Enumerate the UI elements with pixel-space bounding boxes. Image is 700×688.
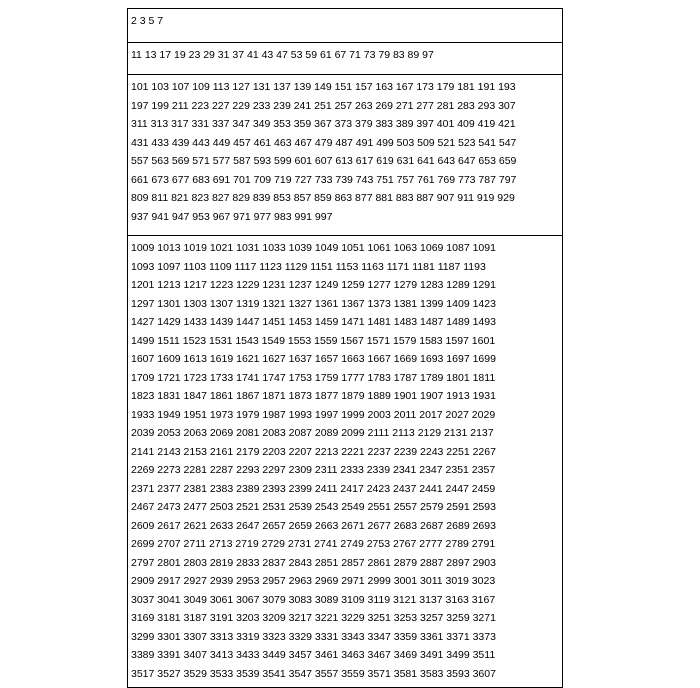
prime-line: 2 3 5 7 (131, 15, 164, 27)
prime-line: 1093 1097 1103 1109 1117 1123 1129 1151 1153 1163 1171 1181 1187 1193 (131, 260, 486, 273)
prime-line: 937 941 947 953 967 971 977 983 991 997 (131, 210, 333, 223)
prime-line: 3389 3391 3407 3413 3433 3449 3457 3461 3463 3467 3469 3491 3499 3511 (131, 649, 496, 661)
prime-line: 1709 1721 1723 1733 1741 1747 1753 1759 1777 1783 1787 1789 1801 1811 (131, 371, 496, 384)
prime-line: 11 13 17 19 23 29 31 37 41 43 47 53 59 61 67 71 73 79 83 89 97 (131, 49, 434, 61)
prime-line: 101 103 107 109 113 127 131 137 139 149 151 157 163 167 173 179 181 191 193 (131, 81, 516, 93)
prime-line: 2609 2617 2621 2633 2647 2657 2659 2663 2671 2677 2683 2687 2689 2693 (131, 519, 496, 532)
prime-line: 197 199 211 223 227 229 233 239 241 251 257 263 269 271 277 281 283 293 307 (131, 99, 516, 112)
prime-line: 1201 1213 1217 1223 1229 1231 1237 1249 1259 1277 1279 1283 1289 1291 (131, 279, 496, 291)
prime-line: 431 433 439 443 449 457 461 463 467 479 487 491 499 503 509 521 523 541 547 (131, 136, 517, 149)
prime-line: 661 673 677 683 691 701 709 719 727 733 739 743 751 757 761 769 773 787 797 (131, 173, 517, 186)
prime-line: 1297 1301 1303 1307 1319 1321 1327 1361 1367 1373 1381 1399 1409 1423 (131, 297, 496, 310)
prime-line: 2141 2143 2153 2161 2179 2203 2207 2213 2221 2237 2239 2243 2251 2267 (131, 445, 496, 458)
prime-line: 3037 3041 3049 3061 3067 3079 3083 3089 3109 3119 3121 3137 3163 3167 (131, 593, 496, 606)
prime-line: 2371 2377 2381 2383 2389 2393 2399 2411 2417 2423 2437 2441 2447 2459 (131, 482, 496, 495)
prime-line: 3517 3527 3529 3533 3539 3541 3547 3557 3559 3571 3581 3583 3593 3607 (131, 667, 496, 680)
prime-line: 1933 1949 1951 1973 1979 1987 1993 1997 1999 2003 2011 2017 2027 2029 (131, 408, 496, 421)
prime-line: 3169 3181 3187 3191 3203 3209 3217 3221 3229 3251 3253 3257 3259 3271 (131, 612, 496, 624)
prime-line: 3299 3301 3307 3313 3319 3323 3329 3331 3343 3347 3359 3361 3371 3373 (131, 630, 496, 643)
prime-line: 1607 1609 1613 1619 1621 1627 1637 1657 1663 1667 1669 1693 1697 1699 (131, 353, 496, 365)
four-digit-primes-section (128, 235, 562, 687)
prime-line: 2699 2707 2711 2713 2719 2729 2731 2741 2749 2753 2767 2777 2789 2791 (131, 538, 496, 550)
prime-line: 1009 1013 1019 1021 1031 1033 1039 1049 1051 1061 1063 1069 1087 1091 (131, 242, 496, 254)
prime-line: 557 563 569 571 577 587 593 599 601 607 613 617 619 631 641 643 647 653 659 (131, 155, 517, 167)
prime-line: 2909 2917 2927 2939 2953 2957 2963 2969 2971 2999 3001 3011 3019 3023 (131, 575, 496, 587)
prime-line: 2797 2801 2803 2819 2833 2837 2843 2851 2857 2861 2879 2887 2897 2903 (131, 556, 496, 569)
prime-line: 2039 2053 2063 2069 2081 2083 2087 2089 2099 2111 2113 2129 2131 2137 (131, 427, 494, 439)
prime-line: 2467 2473 2477 2503 2521 2531 2539 2543 2549 2551 2557 2579 2591 2593 (131, 501, 496, 513)
prime-line: 1499 1511 1523 1531 1543 1549 1553 1559 1567 1571 1579 1583 1597 1601 (131, 334, 496, 347)
prime-line: 809 811 821 823 827 829 839 853 857 859 863 877 881 883 887 907 911 919 929 (131, 192, 515, 204)
prime-line: 311 313 317 331 337 347 349 353 359 367 373 379 383 389 397 401 409 419 421 (131, 118, 516, 130)
prime-line: 2269 2273 2281 2287 2293 2297 2309 2311 2333 2339 2341 2347 2351 2357 (131, 464, 496, 476)
one-digit-primes-section (128, 9, 562, 42)
three-digit-primes-section (128, 74, 562, 235)
prime-line: 1823 1831 1847 1861 1867 1871 1873 1877 1879 1889 1901 1907 1913 1931 (131, 390, 496, 402)
prime-line: 1427 1429 1433 1439 1447 1451 1453 1459 1471 1481 1483 1487 1489 1493 (131, 316, 496, 328)
prime-number-table (127, 8, 563, 688)
two-digit-primes-section (128, 42, 562, 74)
